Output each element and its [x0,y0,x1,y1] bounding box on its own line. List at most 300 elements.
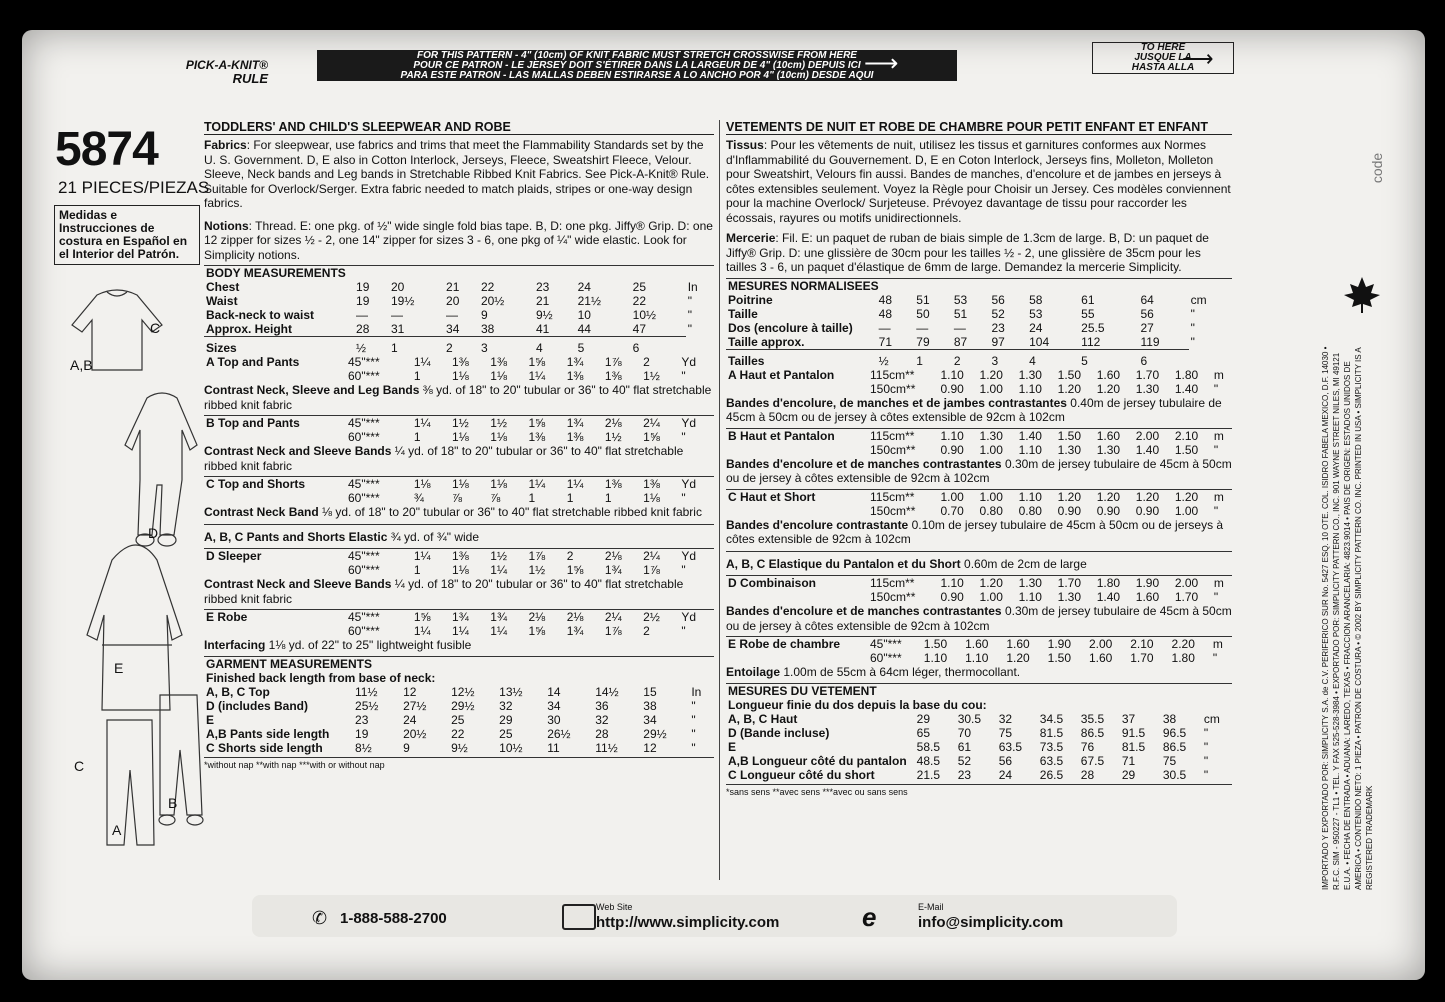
value-cell: 2½ [643,610,660,624]
width-cell: 115cm** [870,576,915,590]
value-cell: 30 [547,712,561,727]
size-cell: ½ [878,353,889,368]
value-cell: 73.5 [1039,739,1064,754]
value-cell: 25 [451,712,465,727]
width-cell: 45"*** [348,477,380,491]
value-cell: 1⅜ [490,355,507,369]
yardage-note-label: Bandes d'encolure, de manches et de jambes contrastantes [726,395,1067,410]
value-cell: 86.5 [1080,725,1105,740]
value-cell: 1.20 [1057,381,1082,396]
garment-measurements-head: GARMENT MEASUREMENTS [206,656,373,671]
value-cell: 27½ [403,698,427,713]
value-cell: 44 [577,322,591,336]
value-cell: 25 [499,726,513,741]
yardage-note-text: ¼ yd. of 18" to 20" tubular or 36" to 40" flat stretchable ribbed knit fabric [204,577,684,606]
yardage-row [204,477,714,491]
notions-text: : Thread. E: one pkg. of ½" wide single fold bias tape. B, D: one pkg. Jiffy® Grip. D: one 12 zipper for sizes ½ - 2, one 14" zipper for sizes 3 - 6, one pkg of ¼" wide elastic. Look for Simplicity notions. [204,218,713,262]
yardage-note [204,505,714,520]
view-name: D Combinaison [728,576,817,590]
measurement-row [204,685,714,699]
fabrics-label: Fabrics [204,138,247,152]
vetement-table [726,684,1232,782]
view-name: A Top and Pants [206,355,300,369]
yardage-row [204,624,714,638]
value-cell: Yd [681,549,697,563]
value-cell: 1¼ [528,369,546,383]
sizes-label: Sizes [206,341,237,355]
value-cell: 1.10 [1018,442,1042,457]
value-cell: 25 [632,280,647,294]
spacer-cell [346,699,353,713]
value-cell: 1.80 [1096,576,1121,590]
value-cell: 112 [1081,334,1101,349]
value-cell: 1.00 [979,381,1003,396]
notions-paragraph [204,219,714,263]
yardage-table [726,637,1232,665]
value-cell: 1.20 [979,576,1003,590]
spacer-cell [726,443,868,457]
value-cell: 2.00 [1135,428,1160,443]
view-name: E Robe de chambre [728,637,841,651]
value-cell: 1¼ [413,416,431,430]
value-cell: 1⅞ [528,549,546,563]
yardage-row [726,504,1232,518]
value-cell: 1.70 [1135,367,1160,382]
size-cell: ½ [356,341,367,355]
value-cell: 37 [1121,711,1136,726]
yardage-row [726,429,1232,443]
measurement-row [204,699,714,713]
value-cell: 1¼ [413,549,431,563]
value-cell: 1⅛ [452,369,469,383]
value-cell: 1¼ [452,624,469,638]
value-cell: 1.20 [1096,381,1121,396]
value-cell: 29 [499,712,513,727]
value-cell: 76 [1080,739,1095,754]
spacer-cell [346,713,353,727]
value-cell: 1¾ [604,563,622,577]
value-cell: 1 [413,563,421,577]
value-cell: 48 [878,292,893,307]
value-cell: 2⅛ [566,610,584,624]
value-cell: 1.30 [1096,442,1121,457]
d-combinaison-yardage [726,576,1232,633]
tissus-label: Tissus [726,138,764,152]
value-cell: 1.40 [1135,442,1160,457]
value-cell: 11½ [355,684,378,699]
value-cell: " [687,308,692,322]
value-cell: 1½ [604,430,622,444]
pattern-envelope-back [22,30,1425,980]
value-cell: ¾ [413,491,424,505]
value-cell: 2.20 [1171,637,1195,651]
pick-a-knit-rule-label [172,58,268,86]
measurement-row [726,726,1232,740]
value-cell: 0.80 [979,503,1003,518]
yardage-note-label: Contrast Neck, Sleeve and Leg Bands [204,383,420,397]
value-cell: 30.5 [1162,767,1187,782]
spacer-cell [868,307,877,321]
value-cell: 2 [643,355,650,369]
value-cell: 1⅛ [490,430,507,444]
row-label: C Longueur côté du short [728,767,875,782]
row-label: E [728,739,737,754]
value-cell: 1.10 [1018,381,1042,396]
yardage-note-label: Entoilage [726,665,781,679]
value-cell: " [1203,767,1209,782]
value-cell: 1⅜ [528,430,546,444]
value-cell: " [681,430,686,444]
value-cell: 1.00 [1174,503,1199,518]
value-cell: 2.10 [1174,428,1199,443]
size-cell: 2 [953,353,961,368]
value-cell: 1⅝ [528,355,546,369]
value-cell: " [1203,739,1209,754]
value-cell: 10½ [499,740,523,755]
width-cell: 150cm** [870,442,916,457]
value-cell: ⅞ [452,491,463,505]
value-cell: In [691,684,702,699]
value-cell: " [1213,590,1219,604]
english-column [204,120,714,772]
value-cell: — [916,320,929,335]
measurement-row [726,754,1232,768]
yardage-row [726,576,1232,590]
yardage-row [204,563,714,577]
tailles-label: Tailles [728,353,765,368]
measurement-row [726,307,1232,321]
value-cell: " [681,624,686,638]
value-cell: 1⅛ [490,369,507,383]
to-here-text: TO HERE [1140,42,1186,53]
value-cell: Yd [681,355,697,369]
value-cell: 1¼ [490,563,507,577]
value-cell: " [691,726,696,741]
value-cell: cm [1203,711,1220,726]
value-cell: 24 [577,280,591,294]
value-cell: 1.60 [1096,367,1121,382]
yardage-note-label: Contrast Neck Band [204,505,319,519]
value-cell: 1⅜ [452,549,469,563]
value-cell: 1.20 [979,367,1003,382]
email-link[interactable]: info@simplicity.com [918,914,1064,931]
yardage-row [726,590,1232,604]
width-cell: 60"*** [348,624,380,638]
french-column [726,120,1232,799]
size-cell: 1 [390,341,398,355]
value-cell: 56 [998,753,1013,768]
measurement-row [726,321,1232,335]
value-cell: 50 [916,306,930,321]
value-cell: " [691,698,696,713]
value-cell: " [1190,320,1195,335]
value-cell: 2 [643,624,650,638]
width-cell: 45"*** [870,637,902,651]
english-footnote: *without nap **with nap ***with or without nap [204,759,385,770]
spacer-cell [204,624,346,638]
measurement-row [204,322,714,337]
width-cell: 115cm** [870,428,915,443]
value-cell: 22 [451,726,465,741]
yardage-row [204,430,714,444]
value-cell: 1.90 [1047,637,1072,651]
spacer-cell [346,685,353,699]
value-cell: 1.60 [1088,651,1113,665]
value-cell: 1⅝ [413,610,431,624]
value-cell: 36 [595,698,609,713]
row-label: C Shorts side length [206,740,323,755]
value-cell: 1⅜ [604,369,622,383]
value-cell: 13½ [499,684,523,699]
mesures-head: MESURES NORMALISEES [728,278,879,293]
value-cell: " [687,322,692,337]
tissus-text: : Pour les vêtements de nuit, utilisez les tissus et garnitures conformes aux Normes d'Inflammabilité du Gouvernement. D, E en Coton Interlock, Jerseys fins, Molleton, Molleton pour Sweatshirt, Velours fin aussi. Bandes de manches, d'encolure et de jambes en jerseys à côtes extensibles seulement. Voyez la Règle pour Choisir un Jersey. Ces modèles conviennent pour la machine Overlock/ Surjeteuse. Prévoyez davantage de tissu pour raccorder les écossais, rayures ou motifs unidirectionnels. [726,138,1231,225]
value-cell: 24 [403,712,417,727]
value-cell: 1 [413,369,421,383]
value-cell: 71 [1121,753,1136,768]
value-cell: 1.10 [940,367,964,382]
yardage-note [726,457,1232,486]
value-cell: Yd [681,416,697,430]
value-cell: 1.30 [1057,590,1082,604]
email-icon: e [862,902,877,932]
value-cell: 51 [916,292,930,307]
value-cell: 1¾ [452,610,469,624]
value-cell: 1.20 [1057,489,1082,504]
sizes-row [204,341,714,355]
value-cell: 1⅝ [528,416,546,430]
size-cell: 3 [480,341,488,355]
vetement-sub: Longueur finie du dos depuis la base du cou: [728,697,987,712]
value-cell: — [390,308,403,322]
value-cell: 1⅛ [452,563,469,577]
yardage-note-text: 0.10m de jersey tubulaire de 45cm à 50cm ou de jerseys à côtes extensible de 92cm à 102cm [726,517,1224,546]
code-label: code [1369,152,1386,184]
value-cell: 20½ [403,726,427,741]
yardage-row [726,490,1232,504]
value-cell: 1¼ [413,355,431,369]
value-cell: 1.10 [940,428,964,443]
yardage-row [204,416,714,430]
spacer-cell [346,280,354,294]
value-cell: 119 [1140,334,1160,349]
yardage-note-text: 1.00m de 55cm à 64cm léger, thermocollant. [780,665,1021,679]
size-cell: 6 [1140,353,1148,368]
spacer-cell [726,504,868,518]
tissus-paragraph [726,138,1232,225]
spacer-cell [346,741,353,755]
value-cell: 1.50 [923,637,948,651]
spacer-cell [204,491,346,505]
value-cell: " [681,369,686,383]
value-cell: 1¼ [528,477,546,491]
value-cell: " [687,294,692,308]
value-cell: " [1190,334,1195,349]
value-cell: 23 [535,280,550,294]
value-cell: 1.90 [1135,576,1160,590]
value-cell: 8½ [355,740,372,755]
value-cell: 2.00 [1174,576,1199,590]
yardage-note-text: 0.30m de jersey tubulaire de 45cm à 50cm ou de jersey à côtes extensible de 92cm à 102cm [726,604,1232,633]
maple-leaf-icon [1342,275,1382,315]
value-cell: 1¾ [566,355,584,369]
yardage-note-label: Interfacing [204,638,266,652]
value-cell: 1¼ [566,477,584,491]
mercerie-text: : Fil. E: un paquet de ruban de biais simple de 1.3cm de large. B, D: un paquet de Jiffy® Grip. D: une glissière de 30cm pour les tailles ½ - 2, une glissière de 35cm pour les tailles 3 - 6, un paquet d'élastique de 6mm de large. Demandez la mercerie Simplicity. [726,231,1209,274]
measurement-row [726,768,1232,782]
yardage-note-text: ⅜ yd. of 18" to 20" tubular or 36" to 40" flat stretchable ribbed knit fabric [204,383,712,412]
value-cell: 28 [1080,767,1095,782]
yardage-note-text: 1⅛ yd. of 22" to 25" lightweight fusible [265,638,472,652]
value-cell: 10½ [632,308,657,322]
value-cell: 61 [1081,292,1095,307]
fabrics-paragraph [204,138,714,211]
value-cell: 1⅝ [566,563,584,577]
value-cell: 22 [480,280,495,294]
value-cell: 58.5 [916,739,941,754]
mercerie-paragraph [726,231,1232,275]
value-cell: " [1213,381,1219,396]
value-cell: m [1213,489,1224,504]
value-cell: 19½ [390,294,415,308]
robe-sketch-icon [87,545,182,710]
value-cell: 1.10 [965,651,989,665]
value-cell: 12 [643,740,657,755]
value-cell: 75 [998,725,1013,740]
value-cell: 34 [446,322,460,336]
arrow-right-icon: ⟶ [864,50,899,77]
value-cell: 56 [1140,306,1154,321]
importer-imprint: IMPORTADO Y EXPORTADO POR: SIMPLICITY S.A. de C.V. PERIFERICO SUR No. 5427 ESQ. 10 OTE. COL. ISIDRO FABELA MEXICO, D.F. 14030 • R.F.C. SIM - 950227 - TL1 • TEL. Y FAX 525-528-3984 • EXPORTADO POR: SIMPLICITY PATTERN CO., INC. 901 WAYNE STREET NILES, MI 49121 E.U.A. • FECHA DE ENTRADA • ADUANA: LAREDO, TEXAS • FRACCION ARANCELARIA: 4823.9014 • PAIS DE ORIGEN: ESTADOS UNIDOS DE AMERICA • CONTENIDO NETO: 1 PIEZA • PATRON DE COSTURA • © 2002 BY SIMPLICITY PATTERN CO. INC. PRINTED IN USA • SIMPLICITY IS A REGISTERED TRADEMARK [1321,346,1374,890]
value-cell: 1.10 [923,651,948,665]
value-cell: 1¾ [566,416,584,430]
value-cell: 1⅛ [452,477,469,491]
value-cell: 26½ [547,726,571,741]
spacer-cell [204,369,346,383]
value-cell: 34 [643,712,657,727]
value-cell: 21½ [577,294,601,308]
value-cell: 1.00 [979,442,1003,457]
row-label: Back-neck to waist [206,308,315,322]
value-cell: 9½ [535,308,553,322]
value-cell: 64 [1140,292,1154,307]
garment-measurements-table [204,657,714,755]
value-cell: 67.5 [1080,753,1105,768]
value-cell: 52 [991,306,1005,321]
row-label: Waist [206,294,238,308]
phone-number: 1-888-588-2700 [340,910,447,927]
value-cell: 1.60 [1096,428,1121,443]
body-measurements-head: BODY MEASUREMENTS [206,266,346,280]
yardage-note-label: Bandes d'encolure et de manches contrastantes [726,456,1002,471]
value-cell: 0.90 [940,381,964,396]
value-cell: 1⅛ [643,491,660,505]
value-cell: 1⅞ [643,563,660,577]
value-cell: 91.5 [1121,725,1146,740]
value-cell: 1 [566,491,574,505]
size-cell: 2 [446,341,453,355]
mesures-table [726,279,1232,368]
yardage-row [204,491,714,505]
web-link[interactable]: http://www.simplicity.com [596,914,780,931]
value-cell: 0.90 [940,442,964,457]
pattern-number: 5874 [55,123,158,176]
width-cell: 60"*** [348,491,380,505]
spacer-cell [868,293,877,307]
value-cell: " [1212,651,1218,665]
value-cell: 29½ [451,698,475,713]
value-cell: 27 [1140,320,1154,335]
width-cell: 45"*** [348,355,380,369]
yardage-note [726,518,1232,547]
yardage-table [204,416,714,444]
value-cell: 1½ [528,563,546,577]
spacer-cell [726,590,868,604]
value-cell: — [446,308,459,322]
yardage-note [204,444,714,473]
row-label: A,B Longueur côté du pantalon [728,753,907,768]
fabrics-text: : For sleepwear, use fabrics and trims that meet the Flammability Standards set by the U. S. Government. D, E also in Cotton Interlock, Jerseys, Fleece, Sweatshirt Fleece, Velour. Sleeve, Neck bands and Leg bands in Stretchable Ribbed Knit Fabrics. See Pick-A-Knit® Rule. Suitable for Overlock/Serger. Extra fabric needed to match plaids, stripes or one-way design fabrics. [204,138,710,210]
rule-text: RULE [232,71,268,86]
row-label: D (Bande incluse) [728,725,830,740]
value-cell: 1 [604,491,612,505]
value-cell: 28 [595,726,609,741]
yardage-note-label: Bandes d'encolure et de manches contrastantes [726,604,1002,618]
row-label: Taille approx. [728,334,805,349]
value-cell: 1.40 [1096,590,1121,604]
value-cell: 96.5 [1162,725,1187,740]
yardage-table [204,355,714,383]
spacer-cell [346,294,354,308]
value-cell: 1⅛ [452,430,469,444]
yardage-note [204,383,714,412]
value-cell: 26.5 [1039,767,1064,782]
value-cell: 19 [356,280,370,294]
view-label-d: D [148,525,159,541]
value-cell: — [356,308,369,322]
elastic-line [204,530,714,545]
value-cell: 0.90 [1135,503,1160,518]
value-cell: 58 [1029,292,1043,307]
value-cell: 1⅜ [566,369,584,383]
hasta-text: HASTA ALLA [1131,62,1195,73]
value-cell: 1.30 [1057,442,1082,457]
width-cell: 60"*** [870,651,902,665]
value-cell: cm [1190,292,1207,307]
value-cell: 32 [998,711,1013,726]
yardage-note-text: ¼ yd. of 18" to 20" tubular or 36" to 40" flat stretchable ribbed knit fabric [204,444,684,473]
value-cell: 30.5 [957,711,982,726]
value-cell: 1¾ [490,610,507,624]
value-cell: 56 [991,292,1005,307]
value-cell: 2⅛ [528,610,546,624]
value-cell: 1⅜ [604,477,622,491]
measurement-row [204,308,714,322]
value-cell: 52 [957,753,972,768]
value-cell: In [687,280,698,294]
view-label-c: C [150,320,161,336]
value-cell: 2.00 [1088,637,1113,651]
value-cell: 19 [355,726,369,741]
stretch-text-es: PARA ESTE PATRON - LAS MALLAS DEBEN ESTIRARSE A LO ANCHO POR 4" (10cm) DESDE AQUI [400,70,874,81]
width-cell: 115cm** [870,367,915,382]
width-cell: 150cm** [870,381,916,396]
value-cell: 2¼ [604,610,622,624]
value-cell: 1¼ [490,624,507,638]
value-cell: 0.90 [1057,503,1082,518]
pants-sketch-icon [107,695,203,845]
value-cell: 1.60 [1135,590,1160,604]
